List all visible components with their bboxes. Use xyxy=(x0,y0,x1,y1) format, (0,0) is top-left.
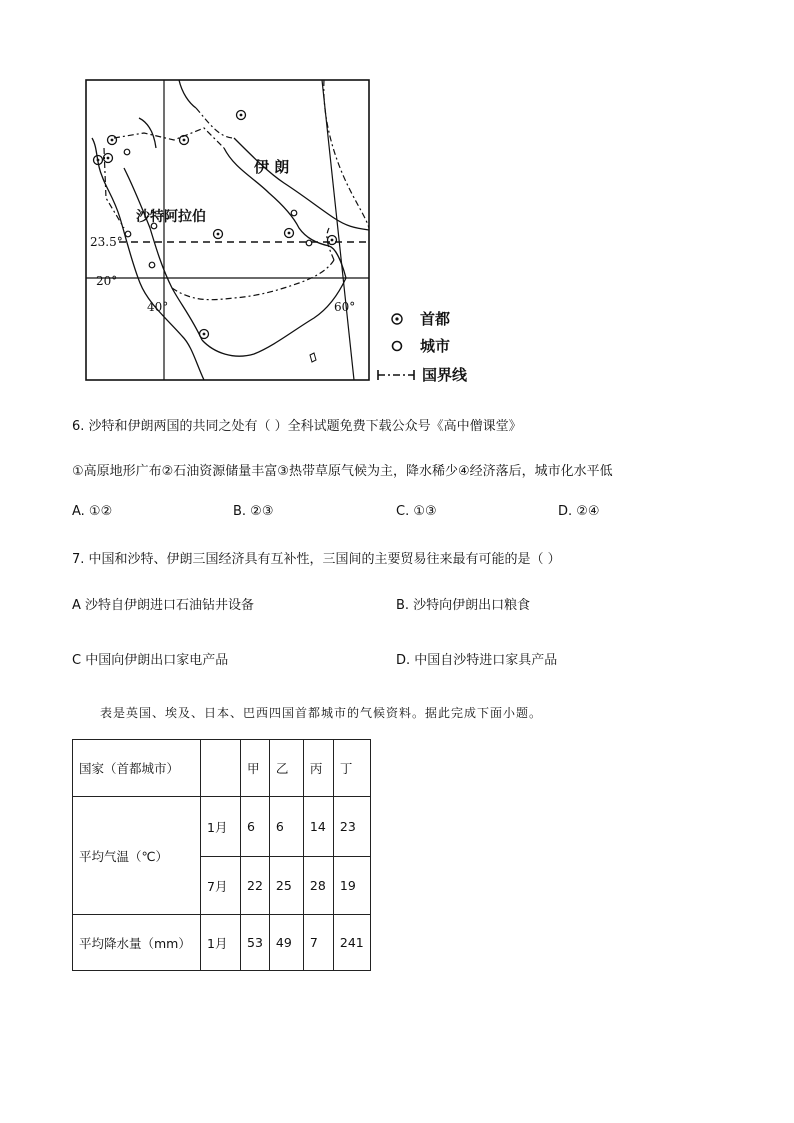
legend-city-label: 城市 xyxy=(420,337,451,355)
border-iraq-iran xyxy=(196,108,234,138)
lat-23-label: 23.5° xyxy=(90,235,123,249)
border-saudi-south xyxy=(172,260,334,300)
persian-gulf-east xyxy=(234,138,369,230)
value-cell: 6 xyxy=(269,797,303,857)
legend-capital-label: 首都 xyxy=(420,310,451,328)
red-sea-east-coast xyxy=(124,168,202,340)
capital-markers xyxy=(94,111,337,339)
border-north-saudi xyxy=(114,128,224,148)
legend-capital xyxy=(390,308,450,329)
header-blank xyxy=(201,740,241,797)
month-cell: 7月 xyxy=(201,857,241,915)
iraq-river xyxy=(139,118,156,148)
value-cell: 23 xyxy=(333,797,370,857)
value-cell: 7 xyxy=(303,915,333,971)
temp-label: 平均气温（℃） xyxy=(73,797,201,915)
legend-border xyxy=(376,364,467,385)
q7-option-a[interactable]: A 沙特自伊朗进口石油钻井设备 xyxy=(72,598,255,613)
island xyxy=(310,353,316,362)
q6-option-d[interactable]: D. ②④ xyxy=(558,504,600,519)
q7-option-d[interactable]: D. 中国自沙特进口家具产品 xyxy=(396,653,558,668)
header-yi: 乙 xyxy=(269,740,303,797)
value-cell: 6 xyxy=(241,797,270,857)
question-6-statements: ①高原地形广布②石油资源储量丰富③热带草原气候为主，降水稀少④经济落后，城市化水平低 xyxy=(72,464,613,479)
value-cell: 14 xyxy=(303,797,333,857)
header-jia: 甲 xyxy=(241,740,270,797)
q7-option-b[interactable]: B. 沙特向伊朗出口粮食 xyxy=(396,598,531,613)
value-cell: 28 xyxy=(303,857,333,915)
precip-label: 平均降水量（mm） xyxy=(73,915,201,971)
q6-option-b[interactable]: B. ②③ xyxy=(233,504,274,519)
north-coast xyxy=(179,80,196,108)
climate-table xyxy=(72,739,371,971)
q6-option-a[interactable]: A. ①② xyxy=(72,504,113,519)
legend-border-label: 国界线 xyxy=(422,366,468,384)
saudi-label: 沙特阿拉伯 xyxy=(136,209,206,225)
meridian-60 xyxy=(322,80,354,380)
q7-option-c[interactable]: C 中国向伊朗出口家电产品 xyxy=(72,653,229,668)
value-cell: 22 xyxy=(241,857,270,915)
value-cell: 53 xyxy=(241,915,270,971)
value-cell: 49 xyxy=(269,915,303,971)
table-intro: 表是英国、埃及、日本、巴西四国首都城市的气候资料。据此完成下面小题。 xyxy=(100,706,543,720)
red-sea-west-coast xyxy=(92,138,204,380)
lat-20-label: 20° xyxy=(96,274,118,288)
value-cell: 25 xyxy=(269,857,303,915)
border-iran-east xyxy=(324,80,369,228)
month-cell: 1月 xyxy=(201,797,241,857)
header-ding: 丁 xyxy=(333,740,370,797)
table-row xyxy=(73,797,371,857)
value-cell: 241 xyxy=(333,915,370,971)
capital-symbol-icon xyxy=(390,312,412,326)
table-header-row xyxy=(73,740,371,797)
header-country: 国家（首都城市） xyxy=(73,740,201,797)
border-symbol-icon xyxy=(376,368,416,382)
iran-label: 伊 朗 xyxy=(254,158,290,176)
lon-60-label: 60° xyxy=(334,300,356,314)
value-cell: 19 xyxy=(333,857,370,915)
table-row xyxy=(73,915,371,971)
arabian-south-coast xyxy=(202,278,346,356)
question-7-stem: 7. 中国和沙特、伊朗三国经济具有互补性，三国间的主要贸易往来最有可能的是（ ） xyxy=(72,552,561,567)
header-bing: 丙 xyxy=(303,740,333,797)
month-cell: 1月 xyxy=(201,915,241,971)
legend-city xyxy=(390,335,450,356)
question-6-stem: 6. 沙特和伊朗两国的共同之处有（ ）全科试题免费下载公众号《高中僧课堂》 xyxy=(72,419,522,434)
lon-40-label: 40° xyxy=(147,300,169,314)
city-symbol-icon xyxy=(390,339,412,353)
q6-option-c[interactable]: C. ①③ xyxy=(396,504,437,519)
